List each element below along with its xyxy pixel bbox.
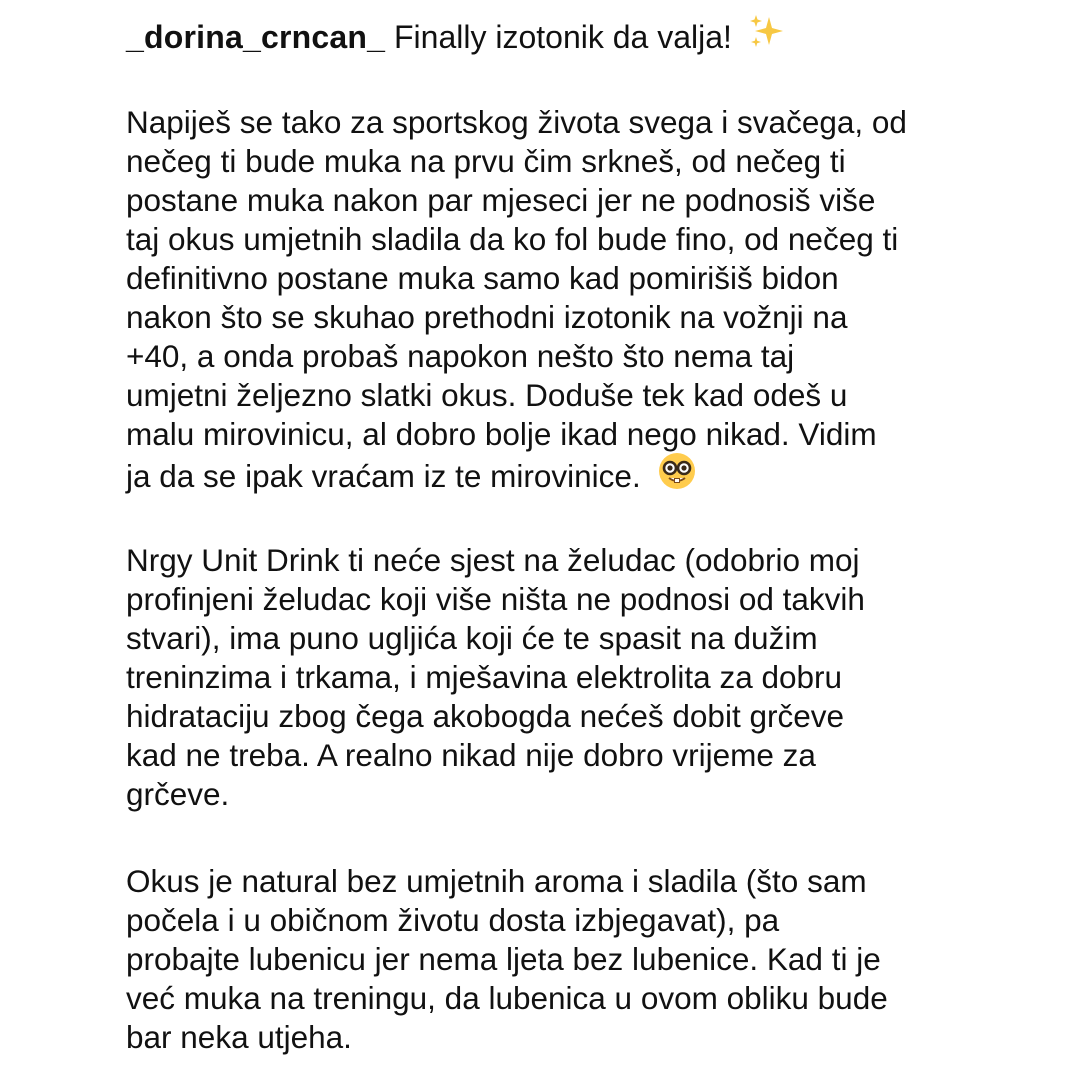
nerd-face-icon [657,451,697,500]
username-link[interactable]: _dorina_crncan_ [126,18,386,55]
caption-line: definitivno postane muka samo kad pomirišiš bidon [126,260,839,296]
caption-last-line [126,454,1006,503]
caption-line: počela i u običnom životu dosta izbjegavat), pa [126,902,780,938]
caption-line: umjetni željezno slatki okus. Doduše tek kad odeš u [126,377,848,413]
caption-line: već muka na treningu, da lubenica u ovom obliku bude [126,980,888,1016]
caption-line: profinjeni želudac koji više ništa ne podnosi od takvih [126,581,865,617]
caption-paragraph-2 [126,541,1006,814]
caption-line: +40, a onda probaš napokon nešto što nema taj [126,338,795,374]
caption-line: Nrgy Unit Drink ti neće sjest na želudac (odobrio moj [126,542,860,578]
caption-paragraph-1 [126,103,1006,503]
caption-headline [126,14,787,65]
caption-line: stvari), ima puno ugljića koji će te spasit na dužim [126,620,818,656]
post-caption [126,0,1026,1080]
caption-line: nečeg ti bude muka na prvu čim srkneš, od nečeg ti [126,143,846,179]
caption-line: probajte lubenicu jer nema ljeta bez lubenice. Kad ti je [126,941,881,977]
caption-line: malu mirovinicu, al dobro bolje ikad nego nikad. Vidim [126,416,877,452]
caption-line: Okus je natural bez umjetnih aroma i sladila (što sam [126,863,867,899]
caption-line: hidrataciju zbog čega akobogda nećeš dobit grčeve [126,698,844,734]
caption-line: taj okus umjetnih sladila da ko fol bude fino, od nečeg ti [126,221,899,257]
caption-line: grčeve. [126,776,230,812]
caption-line: bar neka utjeha. [126,1019,352,1055]
caption-line: kad ne treba. A realno nikad nije dobro vrijeme za [126,737,816,773]
caption-paragraph-3 [126,862,1006,1057]
caption-line: nakon što se skuhao prethodni izotonik na vožnji na [126,299,848,335]
sparkles-icon [747,11,787,62]
headline-text: Finally izotonik da valja! [394,18,732,55]
caption-line-text: ja da se ipak vraćam iz te mirovinice. [126,457,641,494]
caption-line: Napiješ se tako za sportskog života svega i svačega, od [126,104,907,140]
caption-line: postane muka nakon par mjeseci jer ne podnosiš više [126,182,876,218]
caption-line: treninzima i trkama, i mješavina elektrolita za dobru [126,659,843,695]
